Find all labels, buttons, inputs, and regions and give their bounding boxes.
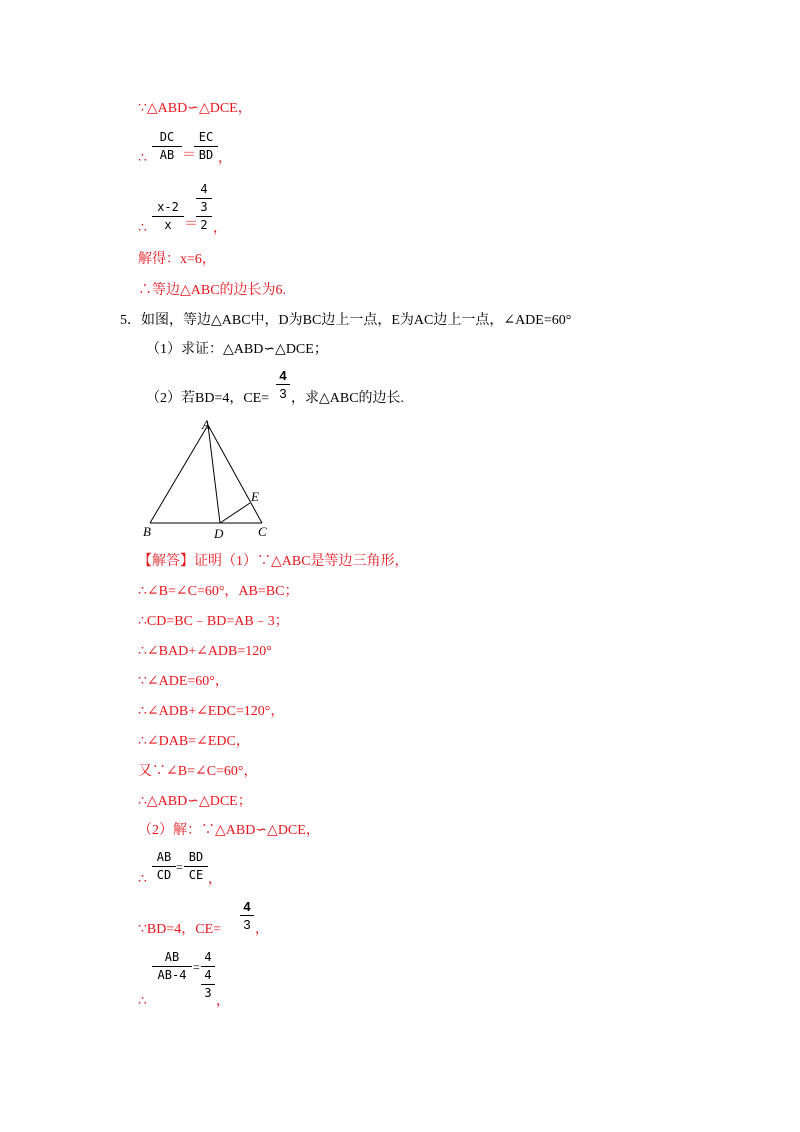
- therefore-symbol: ∴: [138, 221, 147, 236]
- answer-line-9: ∴△ABD∽△DCE；: [138, 794, 252, 809]
- solve-line: 解得：x=6，: [138, 252, 216, 267]
- comma: ，: [218, 151, 232, 166]
- fraction-bd-ce: BD CE: [184, 850, 208, 883]
- answer-line-4: ∴∠BAD+∠ADB=120°: [138, 644, 272, 659]
- answer-tag: 【解答】: [138, 554, 194, 569]
- fraction-ab-cd: AB CD: [152, 850, 176, 883]
- equals-sign: ＝: [184, 217, 198, 232]
- fraction-four-thirds-over-2: 4 3 2: [196, 182, 212, 233]
- fraction-4-over-four-thirds: 4 4 3: [201, 950, 215, 1001]
- answer-line-10: （2）解：∵△ABD∽△DCE，: [138, 823, 320, 838]
- answer-line-1-text: 证明（1）∵△ABC是等边三角形，: [194, 554, 409, 569]
- answer-line-7: ∴∠DAB=∠EDC，: [138, 734, 250, 749]
- label-d: D: [214, 526, 224, 541]
- comma: ，: [213, 221, 227, 236]
- fraction-ab-over-ab-minus-4: AB AB-4: [152, 950, 192, 983]
- comma: ，: [208, 872, 222, 887]
- fraction-four-thirds: 4 3: [276, 368, 290, 401]
- therefore-symbol: ∴: [138, 872, 147, 887]
- answer-line-12-prefix: ∵BD=4，CE=: [138, 922, 222, 937]
- label-b: B: [143, 524, 151, 539]
- fraction-four-thirds-answer: 4 3: [240, 899, 254, 932]
- equals-sign: ＝: [182, 148, 196, 163]
- problem-part-2-prefix: （2）若BD=4，CE=: [146, 391, 270, 406]
- fraction-ec-bd: EC BD: [194, 130, 218, 163]
- triangle-figure: [140, 415, 290, 545]
- equals-sign: =: [176, 860, 183, 874]
- answer-line-5: ∵∠ADE=60°，: [138, 674, 229, 689]
- answer-line-8: 又∵∠B=∠C=60°，: [138, 764, 258, 779]
- therefore-symbol: ∴: [138, 994, 147, 1009]
- label-a: A: [202, 417, 210, 432]
- equals-sign: =: [193, 960, 200, 974]
- problem-stem: 5．如图，等边△ABC中，D为BC边上一点，E为AC边上一点，∠ADE=60°: [120, 313, 572, 328]
- fraction-dc-ab: DC AB: [152, 130, 182, 163]
- label-e: E: [251, 489, 259, 504]
- problem-part-1: （1）求证：△ABD∽△DCE；: [146, 342, 328, 357]
- therefore-symbol: ∴: [138, 151, 147, 166]
- fraction-x-minus-2-over-x: x-2 x: [152, 200, 184, 233]
- answer-line-1: [138, 553, 409, 571]
- answer-line-6: ∴∠ADB+∠EDC=120°，: [138, 704, 285, 719]
- comma: ，: [216, 994, 230, 1009]
- answer-line-12-suffix: ，: [255, 922, 269, 937]
- label-c: C: [258, 524, 267, 539]
- problem-part-2-suffix: ，求△ABC的边长.: [291, 391, 405, 406]
- conclusion-line: ∴等边△ABC的边长为6.: [138, 283, 287, 298]
- since-similar-line: ∵△ABD∽△DCE，: [138, 101, 252, 116]
- answer-line-3: ∴CD=BC﹣BD=AB﹣3；: [138, 614, 289, 629]
- answer-line-2: ∴∠B=∠C=60°，AB=BC；: [138, 584, 299, 599]
